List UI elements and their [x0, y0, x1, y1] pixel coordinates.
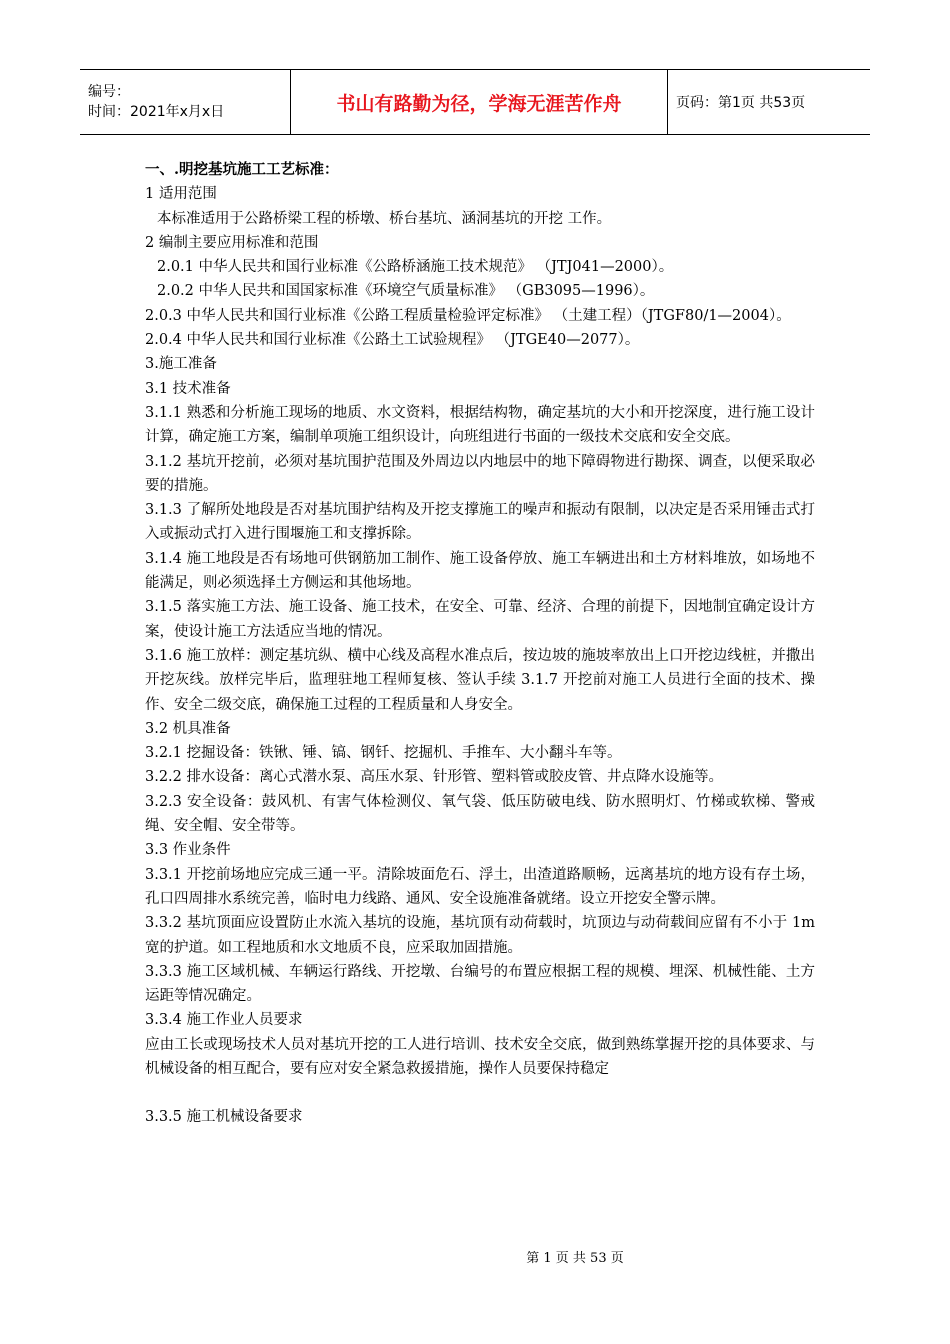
paragraph: 3.2.1 挖掘设备：铁锹、锤、镐、钢钎、挖掘机、手推车、大小翻斗车等。 — [145, 745, 622, 762]
subsection-heading: 3.3.5 施工机械设备要求 — [145, 1109, 303, 1126]
header-meta-cell — [80, 70, 291, 135]
paragraph: 3.2.3 安全设备：鼓风机、有害气体检测仪、氧气袋、低压防破电线、防水照明灯、竹梯或软梯、警戒绳、安全帽、安全带等。 — [145, 793, 815, 835]
paragraph-gap — [145, 1081, 815, 1105]
paragraph: 本标准适用于公路桥梁工程的桥墩、桥台基坑、涵洞基坑的开挖 工作。 — [157, 210, 612, 227]
standard-reference: 2.0.3 中华人民共和国行业标准《公路工程质量检验评定标准》 （土建工程）（JTGF80/1—2004）。 — [145, 307, 791, 324]
subsection-heading: 3.2 机具准备 — [145, 720, 231, 737]
paragraph: 3.3.3 施工区域机械、车辆运行路线、开挖墩、台编号的布置应根据工程的规模、埋深、机械性能、土方运距等情况确定。 — [145, 963, 815, 1005]
subsection-heading: 3.3 作业条件 — [145, 842, 231, 859]
paragraph: 3.3.1 开挖前场地应完成三通一平。清除坡面危石、浮土，出渣道路顺畅，远离基坑的地方设有存土场，孔口四周排水系统完善，临时电力线路、通风、安全设施准备就绪。设立开挖安全警示牌。 — [145, 866, 815, 907]
paragraph: 3.1.1 熟悉和分析施工现场的地质、水文资料，根据结构物，确定基坑的大小和开挖深度，进行施工设计计算，确定施工方案，编制单项施工组织设计，向班组进行书面的一级技术交底和安全交底。 — [145, 404, 815, 446]
subsection-heading: 1 适用范围 — [145, 186, 217, 203]
subsection-heading: 2 编制主要应用标准和范围 — [145, 234, 319, 251]
document-body — [145, 158, 815, 1130]
document-number-label: 编号： — [88, 84, 130, 100]
paragraph: 3.1.3 了解所处地段是否对基坑围护结构及开挖支撑施工的噪声和振动有限制，以决定是否采用锤击式打入或振动式打入进行围堰施工和支撑拆除。 — [145, 502, 815, 543]
document-header — [80, 69, 870, 135]
header-page-info: 页码：第1页 共53页 — [668, 70, 871, 135]
paragraph: 应由工长或现场技术人员对基坑开挖的工人进行培训、技术安全交底，做到熟练掌握开挖的具体要求、与机械设备的相互配合，要有应对安全紧急救援措施，操作人员要保持稳定 — [145, 1036, 815, 1077]
footer-page-number: 第 1 页 共 53 页 — [526, 1251, 624, 1266]
page-footer — [0, 1247, 950, 1266]
paragraph: 3.1.2 基坑开挖前，必须对基坑围护范围及外周边以内地层中的地下障碍物进行勘探、调查，以便采取必要的措施。 — [145, 453, 815, 494]
standard-reference: 2.0.2 中华人民共和国国家标准《环境空气质量标准》 （GB3095—1996）。 — [157, 283, 655, 300]
paragraph: 3.3.2 基坑顶面应设置防止水流入基坑的设施，基坑顶有动荷载时，坑顶边与动荷载间应留有不小于 1m 宽的护道。如工程地质和水文地质不良，应采取加固措施。 — [145, 915, 815, 956]
section-heading: 一、.明挖基坑施工工艺标准： — [145, 161, 339, 178]
subsection-heading: 3.3.4 施工作业人员要求 — [145, 1012, 303, 1029]
paragraph: 3.1.6 施工放样：测定基坑纵、横中心线及高程水准点后，按边坡的施坡率放出上口开挖边线桩，并撒出开挖灰线。放样完毕后，监理驻地工程师复核、签认手续 3.1.7 开挖前对施工人员进行全面的技术、操作、安全二级交底，确保施工过程的工程质量和人身安全。 — [145, 647, 815, 713]
document-time-label: 时间：2021年x月x日 — [88, 104, 225, 120]
standard-reference: 2.0.4 中华人民共和国行业标准《公路土工试验规程》 （JTGE40—2077）。 — [145, 332, 640, 349]
header-motto: 书山有路勤为径，学海无涯苦作舟 — [291, 70, 668, 135]
subsection-heading: 3.1 技术准备 — [145, 380, 231, 397]
subsection-heading: 3.施工准备 — [145, 356, 217, 373]
standard-reference: 2.0.1 中华人民共和国行业标准《公路桥涵施工技术规范》 （JTJ041—2000）。 — [157, 259, 674, 276]
paragraph: 3.1.5 落实施工方法、施工设备、施工技术，在安全、可靠、经济、合理的前提下，因地制宜确定设计方案，使设计施工方法适应当地的情况。 — [145, 599, 815, 640]
paragraph: 3.2.2 排水设备：离心式潜水泵、高压水泵、针形管、塑料管或胶皮管、井点降水设施等。 — [145, 769, 723, 786]
paragraph: 3.1.4 施工地段是否有场地可供钢筋加工制作、施工设备停放、施工车辆进出和土方材料堆放，如场地不能满足，则必须选择土方侧运和其他场地。 — [145, 550, 815, 592]
